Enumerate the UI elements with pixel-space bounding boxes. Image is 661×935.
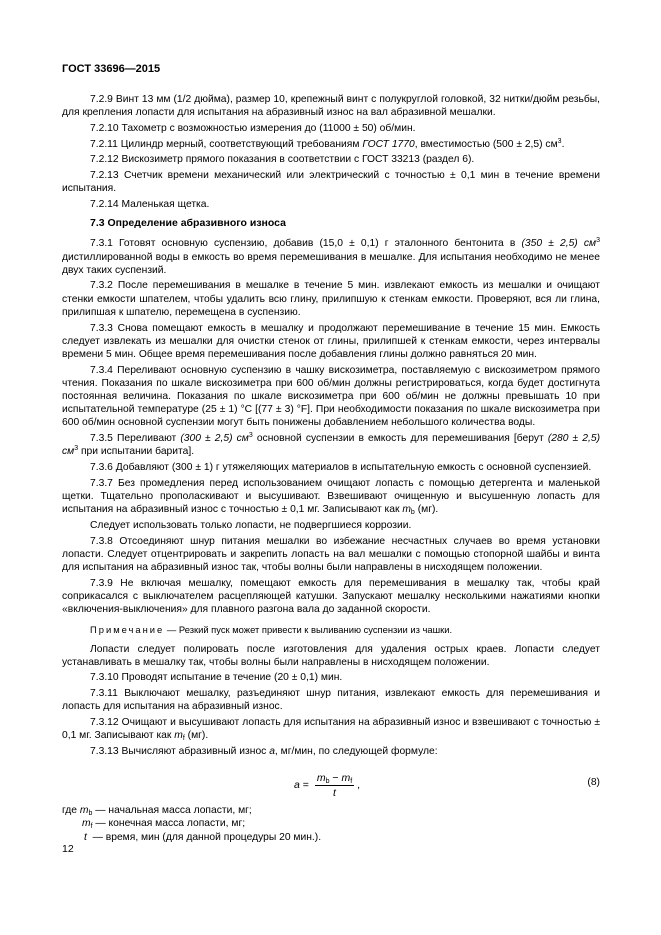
clause-7-3-3: 7.3.3 Снова помещают емкость в мешалку и продолжают перемешивание в течение 15 мин. Емкость следует извлекать из мешалки для очистки стенок от глины, прилипшей к стенкам емкости, через интервалы времени 5 мин. Общее время перемешивания после добавления глины должно равняться 20 мин. xyxy=(62,322,600,360)
legend-where: где xyxy=(62,805,80,817)
superscript: 3 xyxy=(74,445,79,453)
clause-text: 7.3.12 Очищают и высушивают лопасть для испытания на абразивный износ и взвешивают с точностью ± 0,1 мг. Записывают как xyxy=(62,717,600,742)
formula-equals: = xyxy=(299,779,312,792)
variable: m xyxy=(79,805,89,817)
clause-text: (мг). xyxy=(184,730,209,742)
note-dash: — xyxy=(164,624,179,636)
formula-fraction xyxy=(315,772,354,799)
formula-number: (8) xyxy=(587,777,600,789)
formula-comma: , xyxy=(357,779,361,792)
standard-header: ГОСТ 33696—2015 xyxy=(62,63,161,75)
formula-expression xyxy=(294,772,360,799)
clause-7-3-10: 7.3.10 Проводят испытание в течение (20 ± 0,1) мин. xyxy=(90,672,343,684)
clause-text: основной суспензии в емкость для перемешивания [берут xyxy=(252,433,548,445)
formula-lhs: a xyxy=(294,779,300,792)
gost-reference: ГОСТ 1770 xyxy=(362,138,415,150)
volume-value: (300 ± 2,5) см xyxy=(180,433,249,445)
clause-text: . xyxy=(561,138,565,150)
clause-text: 7.3.5 Переливают xyxy=(90,433,181,445)
variable: m xyxy=(402,504,411,516)
clause-7-2-13: 7.2.13 Счетчик времени механический или электрический с точностью ± 0,1 мин в течение времени испытания. xyxy=(62,170,600,195)
section-heading-7-3: 7.3 Определение абразивного износа xyxy=(90,217,286,230)
clause-7-3-11: 7.3.11 Выключают мешалку, разъединяют шнур питания, извлекают емкость для перемешивания и лопасть для испытания на абразивный износ. xyxy=(62,688,600,713)
clause-7-3-12 xyxy=(62,716,600,742)
polish-remark: Лопасти следует полировать после изготовления для удаления острых краев. Лопасти следует устанавливать в мешалку так, чтобы волны были направлены в нисходящем положении. xyxy=(62,643,600,668)
legend-line-t xyxy=(62,831,600,844)
clause-7-3-8: 7.3.8 Отсоединяют шнур питания мешалки во избежание несчастных случаев во время установки лопасти. Следует отцентрировать и закрепить лопасть на вал мешалки с помощью стопорной шайбы и винта для испытания на абразивный износ так, чтобы волны были направлены в нисходящем положении. xyxy=(62,535,600,573)
subscript: b xyxy=(325,778,330,786)
page-number: 12 xyxy=(62,843,74,855)
clause-7-2-10: 7.2.10 Тахометр с возможностью измерения до (11000 ± 50) об/мин. xyxy=(90,122,416,134)
formula-8 xyxy=(62,762,600,802)
legend-line-mf xyxy=(62,817,600,830)
variable: t xyxy=(333,787,336,800)
volume-value: (280 ± 2,5) см xyxy=(62,433,600,458)
superscript: 3 xyxy=(557,137,562,145)
legend-description: — время, мин (для данной процедуры 20 мин.). xyxy=(86,831,322,843)
clause-text: 7.3.13 Вычисляют абразивный износ xyxy=(90,745,270,757)
subscript: f xyxy=(182,735,185,743)
subscript: f xyxy=(90,823,93,831)
clause-7-3-5 xyxy=(62,432,600,458)
variable: m xyxy=(341,772,351,785)
clause-7-3-9: 7.3.9 Не включая мешалку, помещают емкость для перемешивания в мешалку так, чтобы край соприкасался с выключателем расцепляющей катушки. Запускают мешалку несколькими нажатиями кнопки «включения-выключения» для плавного разгона вала до заданной скорости. xyxy=(62,577,600,616)
superscript: 3 xyxy=(596,237,600,245)
formula-numerator xyxy=(315,772,354,786)
note-label: Примечание xyxy=(90,624,165,636)
clause-text: (мг). xyxy=(414,504,439,516)
clause-7-3-2: 7.3.2 После перемешивания в мешалке в течение 5 мин. извлекают емкость из мешалки и очищают стенки емкости шпателем, чтобы удалить всю глину, прилипшую к стенкам емкости. Проверяют, вся ли глина, прилипшая к шпателю, перемещена в суспензию. xyxy=(62,280,600,318)
clause-text: 7.3.7 Без промедления перед использованием очищают лопасть с помощью детергента и маленькой щетки. Тщательно прополаскивают и высушивают. Взвешивают очищенную и высушенную лопасть для испытания на абразивный износ с точностью ± 0,1 мг. Записывают как xyxy=(62,477,600,516)
variable: a xyxy=(269,745,275,757)
variable: m xyxy=(174,730,183,742)
clause-7-2-12: 7.2.12 Вискозиметр прямого показания в соответствии с ГОСТ 33213 (раздел 6). xyxy=(90,154,475,166)
clause-text: , вместимостью (500 ± 2,5) см xyxy=(414,138,558,150)
subscript: b xyxy=(410,509,415,517)
clause-7-3-1 xyxy=(62,237,600,277)
clause-7-3-13 xyxy=(62,745,600,758)
subscript: f xyxy=(350,778,353,786)
clause-7-3-4: 7.3.4 Переливают основную суспензию в чашку вискозиметра, поставляемую с вискозиметром прямого чтения. Показания по шкале вискозиметра при 600 об/мин должны регистрироваться, когда будет достигнута постоянная величина. Показания по шкале вискозиметра при 600 об/мин не должны превышать 10 при испытательной температуре (25 ± 1) °С [(77 ± 3) °F]. При необходимости показания по шкале вискозиметра при 600 об/мин основной суспензии могут быть понижены добавлением небольшого количества воды. xyxy=(62,364,600,429)
note-text: Резкий пуск может привести к выливанию суспензии из чашки. xyxy=(178,624,453,636)
legend-description: — начальная масса лопасти, мг; xyxy=(92,805,252,817)
minus-sign: − xyxy=(329,772,342,785)
legend-description: — конечная масса лопасти, мг; xyxy=(92,818,246,830)
corrosion-remark: Следует использовать только лопасти, не подвергшиеся коррозии. xyxy=(90,519,412,531)
clause-7-2-9: 7.2.9 Винт 13 мм (1/2 дюйма), размер 10, крепежный винт с полукруглой головкой, 32 нитки/дюйм резьбы, для крепления лопасти для испытания на абразивный износ на вал абразивной мешалки. xyxy=(62,94,600,119)
clause-text: дистиллированной воды в емкость во время перемешивания в мешалке. Для испытания необходимо не менее двух таких суспензий. xyxy=(62,251,600,276)
clause-text: , мг/мин, по следующей формуле: xyxy=(274,745,438,757)
variable: t xyxy=(84,831,87,843)
variable: m xyxy=(316,772,326,785)
note xyxy=(62,623,600,636)
variable: m xyxy=(82,818,91,830)
superscript: 3 xyxy=(248,432,253,440)
formula-denominator xyxy=(333,786,336,799)
page-content xyxy=(62,93,600,844)
clause-text: 7.2.11 Цилиндр мерный, соответствующий требованиям xyxy=(90,138,363,150)
legend-line-mb xyxy=(62,804,600,817)
formula-legend xyxy=(62,804,600,844)
clause-7-3-6: 7.3.6 Добавляют (300 ± 1) г утяжеляющих материалов в испытательную емкость с основной суспензией. xyxy=(90,462,592,474)
subscript: b xyxy=(88,810,93,818)
volume-value: (350 ± 2,5) см xyxy=(521,238,597,250)
clause-7-2-14: 7.2.14 Маленькая щетка. xyxy=(90,198,210,210)
clause-7-2-11 xyxy=(62,138,600,151)
clause-text: 7.3.1 Готовят основную суспензию, добавив (15,0 ± 0,1) г эталонного бентонита в xyxy=(90,238,522,250)
clause-text: при испытании барита]. xyxy=(78,446,195,458)
clause-7-3-7 xyxy=(62,477,600,517)
